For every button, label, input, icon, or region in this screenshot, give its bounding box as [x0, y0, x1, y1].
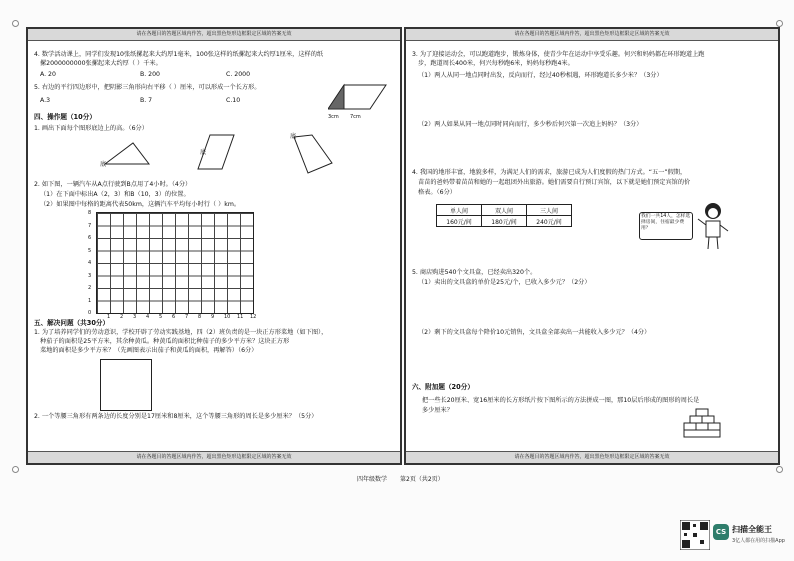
q4-text-2: 摞2000000000张摞起来大约厚（ ）千米。	[40, 60, 162, 67]
grid-x-tick: 8	[198, 314, 202, 320]
r-q3-text-2: 步，跑道周长400米，何兴每秒跑6米，妈妈每秒跑4米。	[418, 60, 574, 67]
coordinate-grid	[96, 212, 254, 314]
grid-x-tick: 1	[107, 314, 111, 320]
registration-mark	[776, 20, 783, 27]
grid-x-tick: 2	[120, 314, 124, 320]
registration-mark	[776, 466, 783, 473]
op1-text: 1. 画出下面每个图形底边上的高。（6分）	[34, 125, 148, 132]
p1-text-3: 菜地的面积是多少平方米？（先画图表示出茄子和黄瓜的面积，再解答）（6分）	[40, 347, 258, 354]
additional-question-text-2: 多少厘米？	[422, 407, 453, 414]
grid-x-tick: 5	[159, 314, 163, 320]
price-header-double: 双人间	[482, 205, 527, 216]
r-q5-sub1: （1）卖出的文具盒的单价是25元/个，已收入多少元？（2分）	[418, 279, 591, 286]
grid-x-tick: 7	[185, 314, 189, 320]
additional-question-text: 把一些长20厘米、宽16厘米的长方形纸片按下图所示的方法拼成一图，那10层后形成的图形的周长是	[422, 397, 700, 404]
grid-y-tick: 2	[88, 285, 92, 291]
triangle-figure	[103, 139, 153, 167]
p1-text-2: 种茄子的面积是25平方米，其余种黄瓜。种黄瓜的面积比种茄子的多少平方米？这块正方形	[40, 338, 290, 345]
room-price-table	[436, 204, 572, 227]
registration-mark	[12, 466, 19, 473]
q5-option-a: A.3	[40, 97, 51, 104]
grid-x-tick: 11	[237, 314, 244, 320]
r-q5-sub2: （2）剩下的文具盒每个降价10元销售，文具盒全部卖出一共能收入多少元？（4分）	[418, 329, 651, 336]
brand-name: 扫描全能王	[732, 525, 772, 534]
grid-y-tick: 5	[88, 247, 92, 254]
brand-subtitle: 3亿人都在用的扫描App	[732, 538, 785, 544]
r-q5-text: 5. 商店购进540个文具盒，已经卖出320个。	[412, 269, 537, 276]
section-4-heading: 四、操作题（10分）	[34, 113, 96, 121]
r-q3-text: 3. 为了迎接运动会，可以跑道跑步，锻炼身体，使青少年在运动中享受乐趣。何兴和妈妈都在环形跑道上跑	[412, 51, 705, 58]
q4-option-a: A. 20	[40, 71, 56, 78]
dim-3cm: 3cm	[328, 114, 339, 120]
right-answer-column	[404, 27, 780, 465]
q4-option-b: B. 200	[140, 71, 160, 78]
grid-x-tick: 10	[224, 314, 231, 320]
r-q4-text: 4. 我国的地形丰富，地貌多样，为满足人们的需求，旅游已成为人们度假的热门方式。“五一”假期，	[412, 169, 687, 176]
p2-text: 2. 一个等腰三角形有两条边的长度分别是17厘米和8厘米，这个等腰三角形的周长是多少厘米？（5分）	[34, 413, 318, 420]
q4-option-c: C. 2000	[226, 71, 251, 78]
footer-subject: 四年级数学	[357, 476, 388, 483]
price-header-single: 单人间	[437, 205, 482, 216]
price-header-triple: 三人间	[527, 205, 572, 216]
grid-x-tick: 12	[250, 314, 257, 320]
grid-y-tick: 1	[88, 297, 92, 304]
op2-sub2: （2）如果图中每格的距离代表50km，这辆汽车平均每小时行（ ）km。	[40, 201, 241, 208]
footer-page-number: 第2页（共2页）	[400, 476, 444, 483]
girl-figure-icon	[696, 201, 730, 251]
price-single: 160元/间	[437, 216, 482, 227]
dim-7cm: 7cm	[350, 114, 361, 120]
trapezoid-base-label: 底	[290, 133, 297, 140]
q5-option-b: B. 7	[140, 97, 153, 104]
price-triple: 240元/间	[527, 216, 572, 227]
left-top-banner: 请在各题目的答题区域内作答，超出黑色矩形边框限定区域的答案无效	[28, 29, 400, 41]
op2-sub1: （1）在下面中标出A（2，3）和B（10，3）的位置。	[40, 191, 190, 198]
right-bottom-banner: 请在各题目的答题区域内作答，超出黑色矩形边框限定区域的答案无效	[406, 451, 778, 463]
grid-x-tick: 4	[146, 314, 150, 320]
square-field-figure	[100, 359, 152, 411]
grid-y-tick: 6	[88, 235, 92, 241]
triangle-base-label: 底	[100, 161, 107, 168]
grid-y-tick: 8	[88, 210, 92, 216]
registration-mark	[12, 20, 19, 27]
grid-x-tick: 9	[211, 314, 215, 320]
grid-y-tick: 4	[88, 260, 92, 266]
grid-x-tick: 6	[172, 314, 176, 320]
price-double: 180元/间	[482, 216, 527, 227]
grid-y-tick: 7	[88, 222, 92, 229]
left-bottom-banner: 请在各题目的答题区域内作答，超出黑色矩形边框限定区域的答案无效	[28, 451, 400, 463]
p1-text: 1. 为了培养同学们的劳动意识，学校开辟了劳动实践基地，四（2）班负责的是一块正方形菜地（如下图），	[34, 329, 328, 336]
left-answer-column	[26, 27, 402, 465]
right-top-banner: 请在各题目的答题区域内作答，超出黑色矩形边框限定区域的答案无效	[406, 29, 778, 41]
op2-text: 2. 如下图，一辆汽车从A点行驶到B点用了4小时。（4分）	[34, 181, 192, 188]
q4-text: 4. 数学活动课上，同学们发现10张纸摞起来大约厚1毫米，100张这样的纸摞起来大约厚1厘米，这样的纸	[34, 51, 324, 58]
stacked-rectangles-figure	[680, 407, 724, 441]
camscanner-logo-icon: CS	[713, 524, 729, 540]
r-q4-text-3: 格表。（6分）	[418, 189, 456, 196]
r-q3-sub1: （1）两人从同一地点同时出发，反向而行，经过40秒相遇，环形跑道长多少米？（3分）	[418, 72, 663, 79]
parallelogram-base-label: 底	[200, 149, 207, 156]
grid-x-tick: 3	[133, 314, 137, 320]
section-5-heading: 五、解决问题（共30分）	[34, 319, 110, 327]
grid-y-tick: 3	[88, 272, 92, 279]
r-q3-sub2: （2）两人如果从同一地点同时同向而行，多少秒后何兴第一次追上妈妈？（3分）	[418, 121, 643, 128]
qr-code-icon	[680, 520, 710, 550]
q5-option-c: C.10	[226, 97, 241, 104]
r-q4-text-2: 苗苗的爸妈带着苗苗和她的一起组团外出旅游。她们需要自行预订宾馆，以下就是她们预定宾馆的价	[418, 179, 691, 186]
speech-bubble: 我们一共14人，怎样选择房间，住宿最少费用？	[639, 212, 693, 240]
grid-y-tick: 0	[88, 310, 92, 316]
parallelogram-figure	[328, 81, 392, 115]
section-6-heading: 六、附加题（20分）	[412, 383, 474, 391]
q5-text: 5. 右边的平行四边形中，把阴影三角形向右平移（ ）厘米，可以形成一个长方形。	[34, 84, 261, 91]
